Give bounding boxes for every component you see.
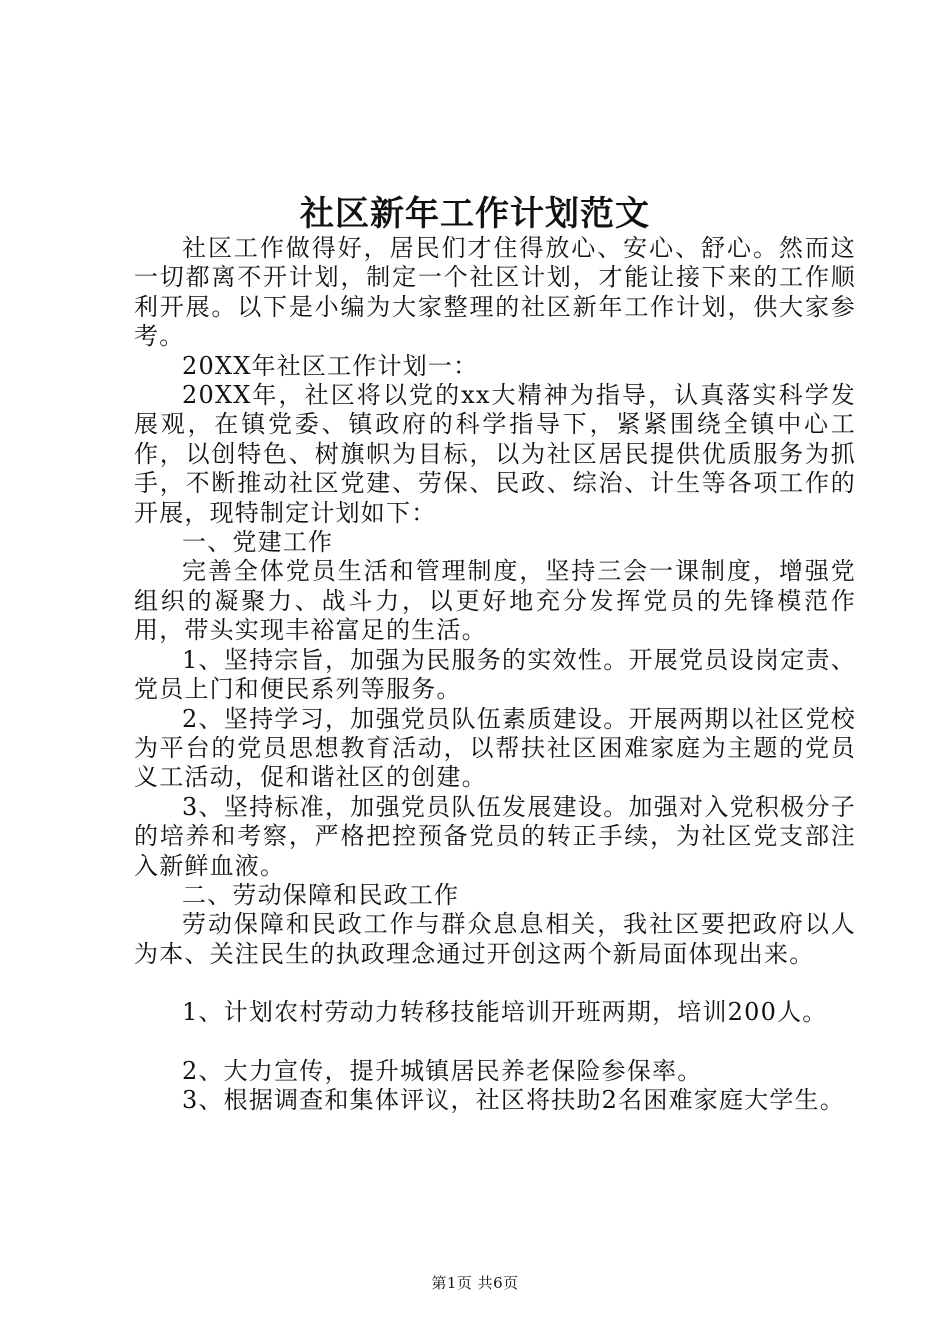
- labor-item-1: 1、计划农村劳动力转移技能培训开班两期，培训200人。: [182, 998, 828, 1027]
- page-footer: 第1页 共6页: [431, 1274, 519, 1292]
- labor-item-2: 2、大力宣传，提升城镇居民养老保险参保率。: [182, 1056, 703, 1085]
- section-heading-labor-civil: 二、劳动保障和民政工作: [182, 880, 460, 909]
- party-building-paragraph: 完善全体党员生活和管理制度，坚持三会一课制度，增强党组织的凝聚力、战斗力，以更好地充分发挥党员的先锋模范作用，带头实现丰裕富足的生活。: [134, 557, 856, 645]
- party-item-3: 3、坚持标准，加强党员队伍发展建设。加强对入党积极分子的培养和考察，严格把控预备党员的转正手续，为社区党支部注入新鲜血液。: [134, 792, 856, 880]
- document-body: [134, 234, 856, 1115]
- plan-heading: 20XX年社区工作计划一：: [182, 351, 479, 380]
- labor-item-3: 3、根据调查和集体评议，社区将扶助2名困难家庭大学生。: [182, 1085, 845, 1114]
- labor-civil-paragraph: 劳动保障和民政工作与群众息息相关，我社区要把政府以人为本、关注民生的执政理念通过开创这两个新局面体现出来。: [134, 910, 856, 968]
- party-item-2: 2、坚持学习，加强党员队伍素质建设。开展两期以社区党校为平台的党员思想教育活动，以帮扶社区困难家庭为主题的党员义工活动，促和谐社区的创建。: [134, 704, 856, 792]
- document-title: 社区新年工作计划范文: [300, 194, 650, 234]
- section-heading-party-building: 一、党建工作: [182, 528, 334, 557]
- plan-overview-paragraph: 20XX年，社区将以党的xx大精神为指导，认真落实科学发展观，在镇党委、镇政府的科学指导下，紧紧围绕全镇中心工作，以创特色、树旗帜为目标，以为社区居民提供优质服务为抓手，不断推动社区党建、劳保、民政、综治、计生等各项工作的开展，现特制定计划如下：: [134, 381, 856, 527]
- party-item-1: 1、坚持宗旨，加强为民服务的实效性。开展党员设岗定责、党员上门和便民系列等服务。: [134, 645, 856, 704]
- intro-paragraph: 社区工作做得好，居民们才住得放心、安心、舒心。然而这一切都离不开计划，制定一个社区计划，才能让接下来的工作顺利开展。以下是小编为大家整理的社区新年工作计划，供大家参考。: [134, 234, 856, 351]
